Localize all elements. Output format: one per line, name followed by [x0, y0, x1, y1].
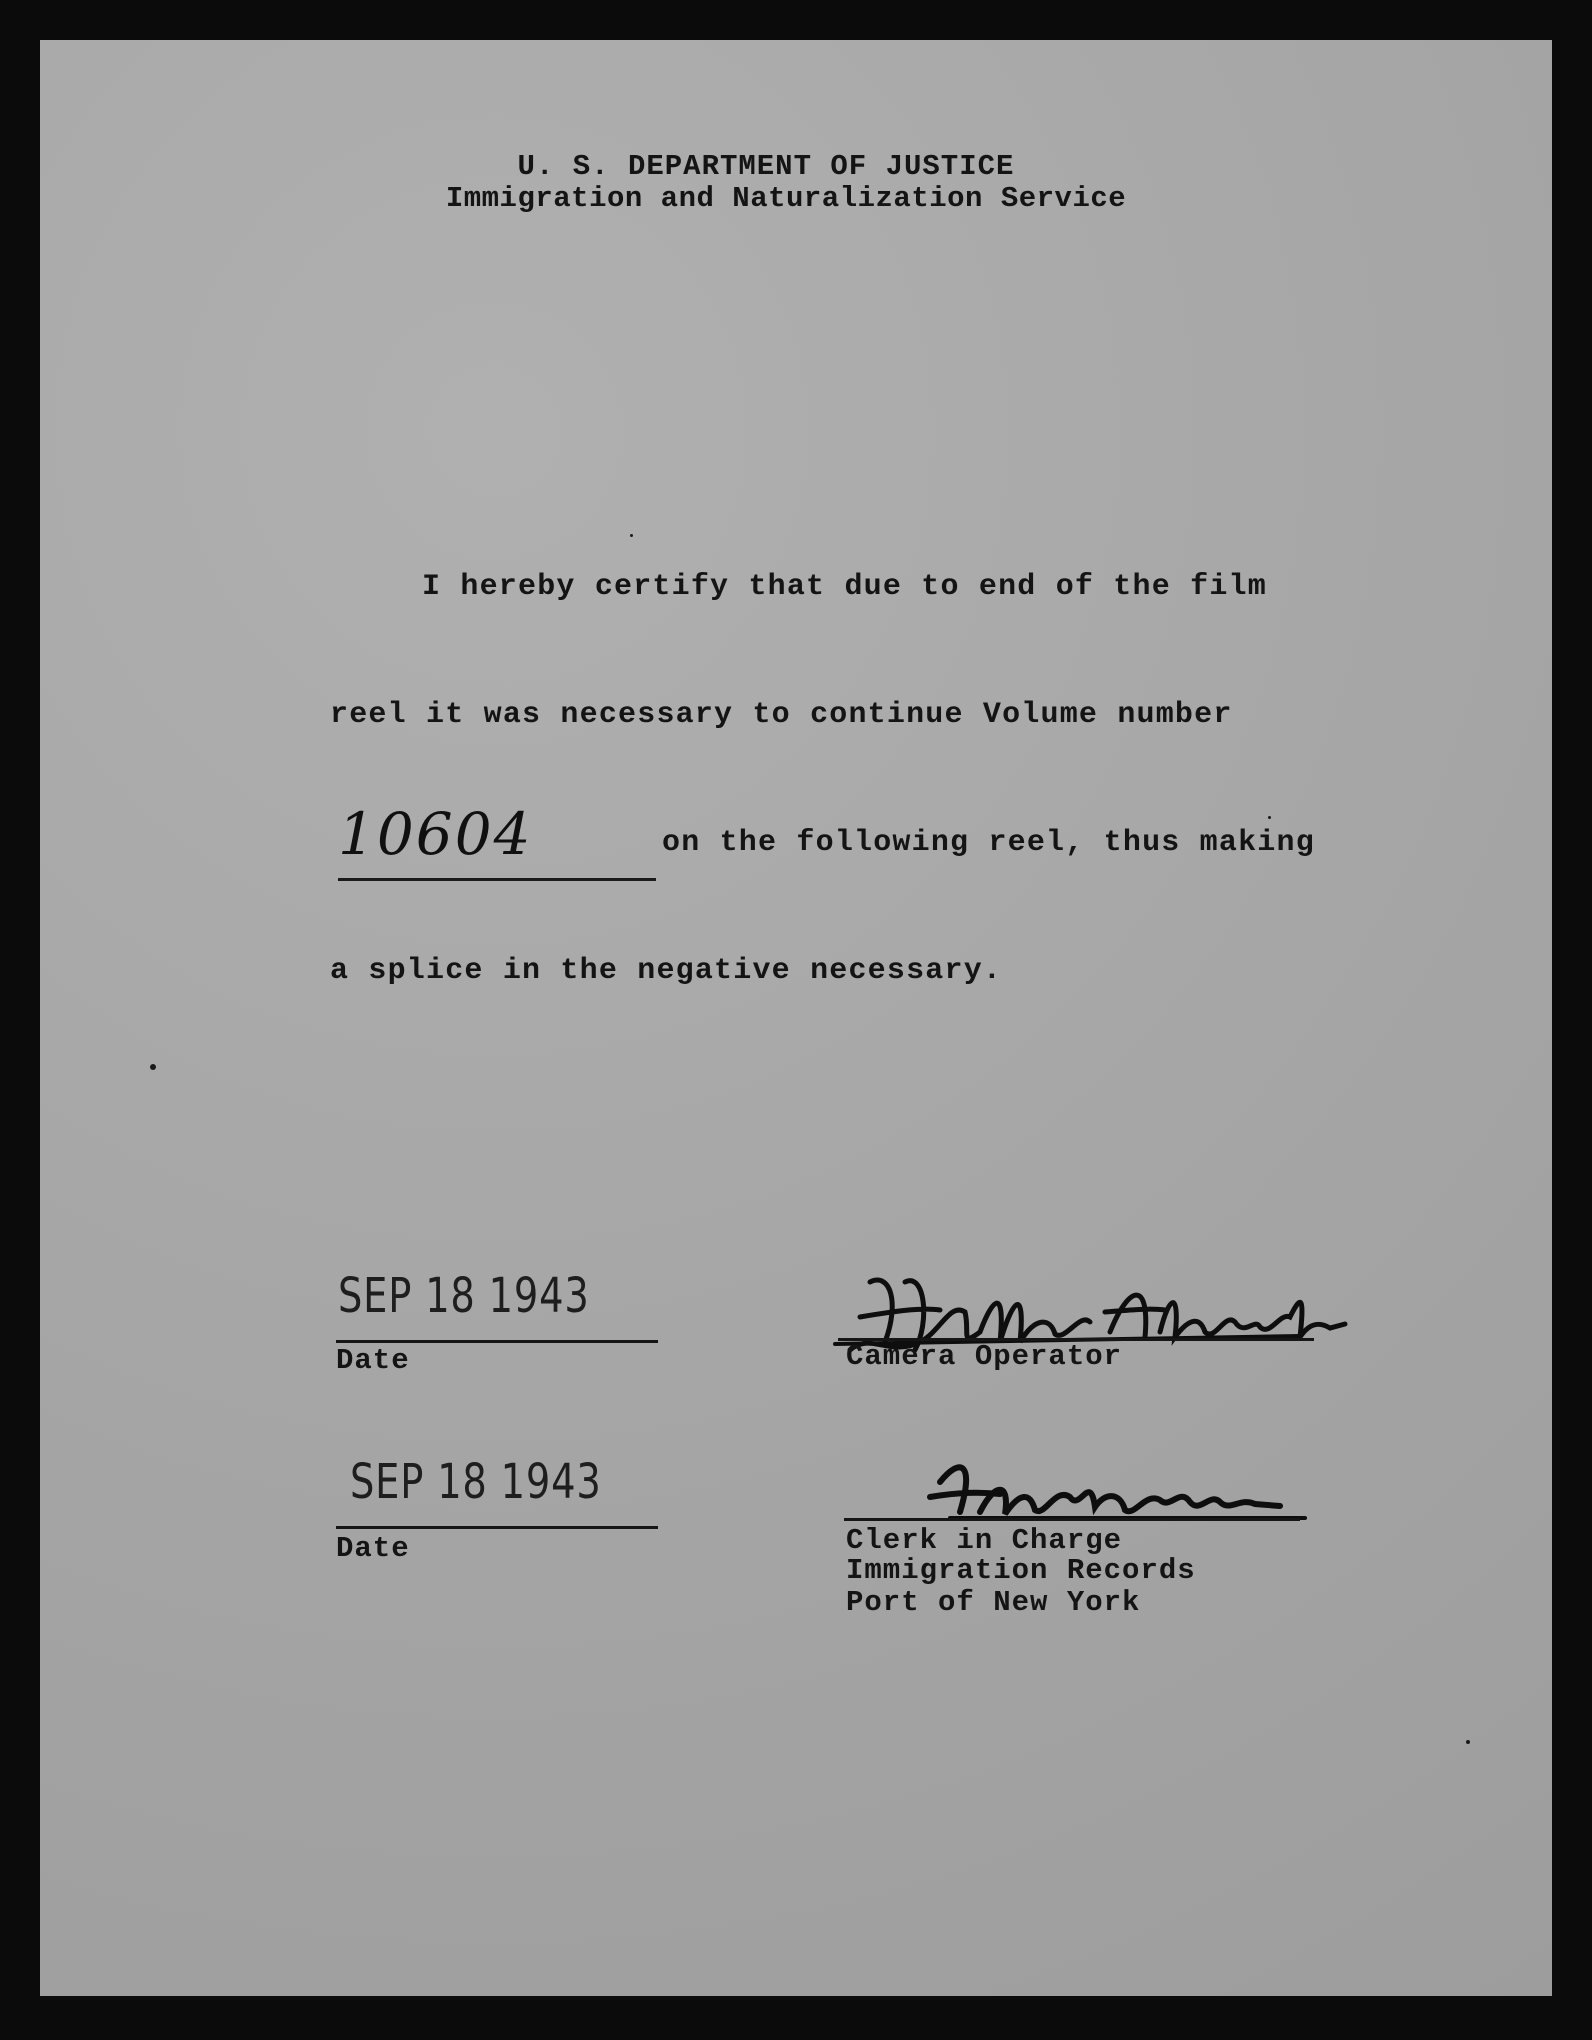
- scan-speck: [150, 1064, 156, 1070]
- signature-rule-clerk: [844, 1518, 1300, 1521]
- service-heading: Immigration and Naturalization Service: [445, 182, 1127, 215]
- clerk-title-line-1: Clerk in Charge: [846, 1524, 1123, 1557]
- scan-speck: [1268, 816, 1271, 819]
- certificate-line-1: I hereby certify that due to end of the film: [422, 570, 1267, 604]
- volume-number-blank-line: [338, 878, 656, 881]
- certificate-line-2: reel it was necessary to continue Volume number: [330, 698, 1233, 732]
- department-heading: U. S. DEPARTMENT OF JUSTICE: [517, 150, 1015, 183]
- camera-operator-title: Camera Operator: [846, 1340, 1123, 1373]
- volume-number-handwritten: 10604: [338, 800, 533, 868]
- clerk-title-line-3: Port of New York: [846, 1586, 1141, 1619]
- scan-speck: [1466, 1740, 1470, 1744]
- date-stamp-clerk: SEP 18 1943: [350, 1454, 602, 1510]
- date-label-clerk: Date: [336, 1532, 410, 1565]
- scan-speck: [630, 534, 633, 537]
- clerk-title-line-2: Immigration Records: [846, 1554, 1196, 1587]
- date-rule-camera-operator: [336, 1340, 658, 1343]
- date-label-camera-operator: Date: [336, 1344, 410, 1377]
- certificate-line-3: on the following reel, thus making: [662, 826, 1315, 860]
- date-stamp-camera-operator: SEP 18 1943: [338, 1268, 590, 1324]
- document-page: [40, 40, 1552, 1996]
- certificate-line-4: a splice in the negative necessary.: [330, 954, 1003, 988]
- date-rule-clerk: [336, 1526, 658, 1529]
